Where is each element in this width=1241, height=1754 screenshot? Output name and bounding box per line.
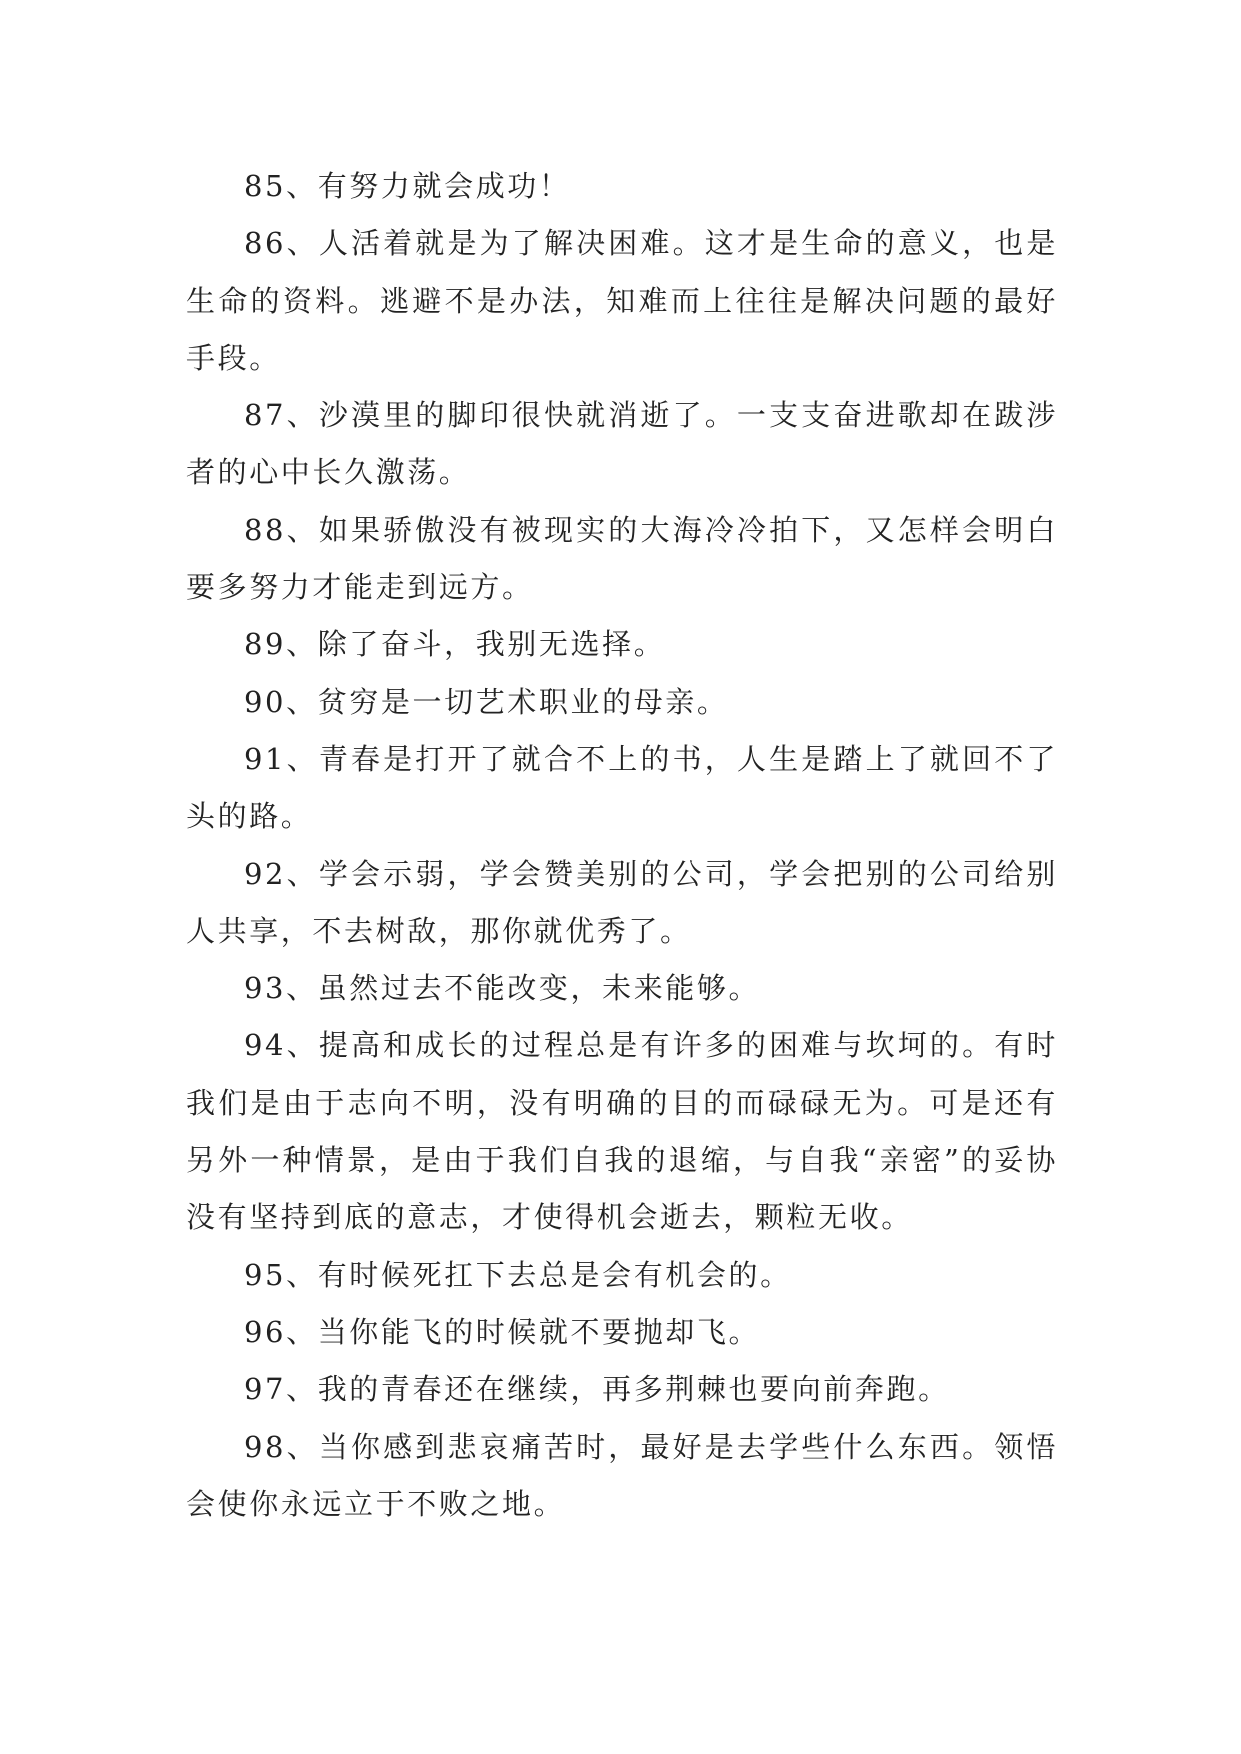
quote-85: 85、有努力就会成功！ (244, 169, 571, 203)
quote-89: 89、除了奋斗，我别无选择。 (244, 627, 666, 662)
quote-86: 86、人活着就是为了解决困难。这才是生命的意义，也是生命的资料。逃避不是办法，知难而上往往是解决问题的最好手段。 (186, 226, 1058, 375)
quote-88: 88、如果骄傲没有被现实的大海冷冷拍下，又怎样会明白要多努力才能走到远方。 (186, 512, 1058, 605)
quote-87: 87、沙漠里的脚印很快就消逝了。一支支奋进歌却在跋涉者的心中长久激荡。 (186, 398, 1058, 490)
quote-93: 93、虽然过去不能改变，未来能够。 (244, 971, 761, 1006)
quote-98: 98、当你感到悲哀痛苦时，最好是去学些什么东西。领悟会使你永远立于不败之地。 (186, 1429, 1058, 1521)
quote-90: 90、贫穷是一切艺术职业的母亲。 (244, 684, 729, 719)
quote-96: 96、当你能飞的时候就不要抛却飞。 (244, 1314, 761, 1349)
quote-91: 91、青春是打开了就合不上的书，人生是踏上了就回不了头的路。 (186, 741, 1058, 834)
quote-92: 92、学会示弱，学会赞美别的公司，学会把别的公司给别人共享，不去树敌，那你就优秀了。 (186, 856, 1058, 948)
document-body (186, 158, 1058, 1533)
quote-97: 97、我的青春还在继续，再多荆棘也要向前奔跑。 (244, 1372, 950, 1407)
quote-95: 95、有时候死扛下去总是会有机会的。 (244, 1257, 792, 1292)
quote-94: 94、提高和成长的过程总是有许多的困难与坎坷的。有时我们是由于志向不明，没有明确的目的而碌碌无为。可是还有另外一种情景，是由于我们自我的退缩，与自我“亲密”的妥协没有坚持到底的意志，才使得机会逝去，颗粒无收。 (186, 1028, 1058, 1235)
